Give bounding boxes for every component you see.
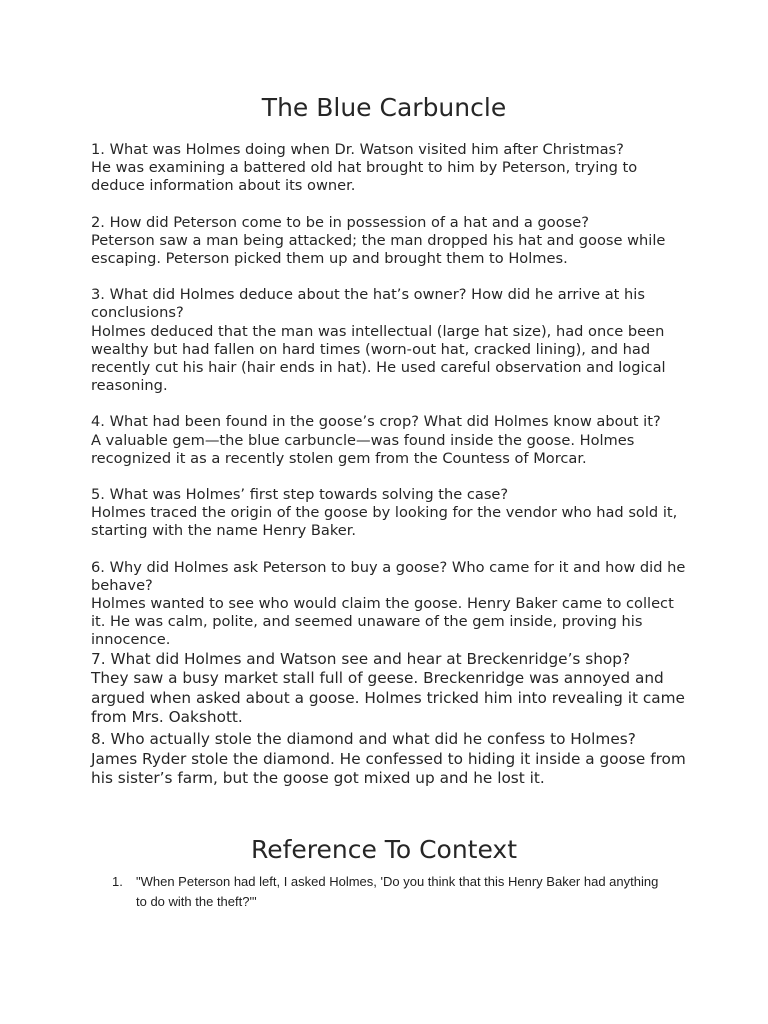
question-text: 7. What did Holmes and Watson see and hear at Breckenridge’s shop? — [91, 649, 631, 668]
question-text: 6. Why did Holmes ask Peterson to buy a goose? Who came for it and how did he behave? — [91, 558, 686, 594]
list-number: 1. — [112, 874, 123, 889]
answer-text: Holmes deduced that the man was intellectual (large hat size), had once been wealthy but had fallen on hard times (worn-out hat, cracked lining), and had recently cut his hair (hair ends in hat). He used careful observation and logical reasoning. — [91, 322, 666, 395]
answer-text: He was examining a battered old hat brought to him by Peterson, trying to deduce information about its owner. — [91, 159, 638, 195]
question-text: 1. What was Holmes doing when Dr. Watson visited him after Christmas? — [91, 141, 624, 158]
answer-text: Holmes traced the origin of the goose by looking for the vendor who had sold it, starting with the name Henry Baker. — [91, 504, 678, 540]
answer-text: Holmes wanted to see who would claim the goose. Henry Baker came to collect it. He was calm, polite, and seemed unaware of the gem inside, proving his innocence. — [91, 595, 674, 649]
question-text: 5. What was Holmes’ first step towards solving the case? — [91, 486, 509, 504]
answer-text: A valuable gem—the blue carbuncle—was found inside the goose. Holmes recognized it as a recently stolen gem from the Countess of Morcar. — [91, 431, 635, 467]
section-title-reference: Reference To Context — [250, 835, 518, 864]
qa-item-7 — [91, 650, 691, 728]
qa-item-4 — [91, 413, 691, 468]
qa-item-8 — [91, 730, 691, 789]
qa-item-5 — [91, 486, 691, 541]
answer-text: James Ryder stole the diamond. He confessed to hiding it inside a goose from his sister’s farm, but the goose got mixed up and he lost it. — [91, 749, 686, 788]
question-text: 3. What did Holmes deduce about the hat’s owner? How did he arrive at his conclusions? — [91, 286, 645, 322]
reference-quote: "When Peterson had left, I asked Holmes, 'Do you think that this Henry Baker had anything to do with the theft?'" — [136, 874, 659, 909]
question-text: 4. What had been found in the goose’s crop? What did Holmes know about it? — [91, 413, 661, 431]
list-item — [112, 872, 672, 912]
answer-text: Peterson saw a man being attacked; the man dropped his hat and goose while escaping. Peterson picked them up and brought them to Holmes. — [91, 231, 666, 268]
qa-item-3 — [91, 286, 691, 395]
answer-text: They saw a busy market stall full of geese. Breckenridge was annoyed and argued when asked about a goose. Holmes tricked him into revealing it came from Mrs. Oakshott. — [91, 669, 685, 727]
question-answer-list — [91, 141, 691, 791]
question-text: 8. Who actually stole the diamond and what did he confess to Holmes? — [91, 730, 636, 749]
reference-list — [112, 872, 672, 912]
qa-item-2 — [91, 214, 691, 269]
qa-item-6 — [91, 559, 691, 650]
question-text: 2. How did Peterson come to be in possession of a hat and a goose? — [91, 213, 589, 231]
qa-item-1 — [91, 141, 691, 196]
page-title: The Blue Carbuncle — [261, 93, 507, 122]
